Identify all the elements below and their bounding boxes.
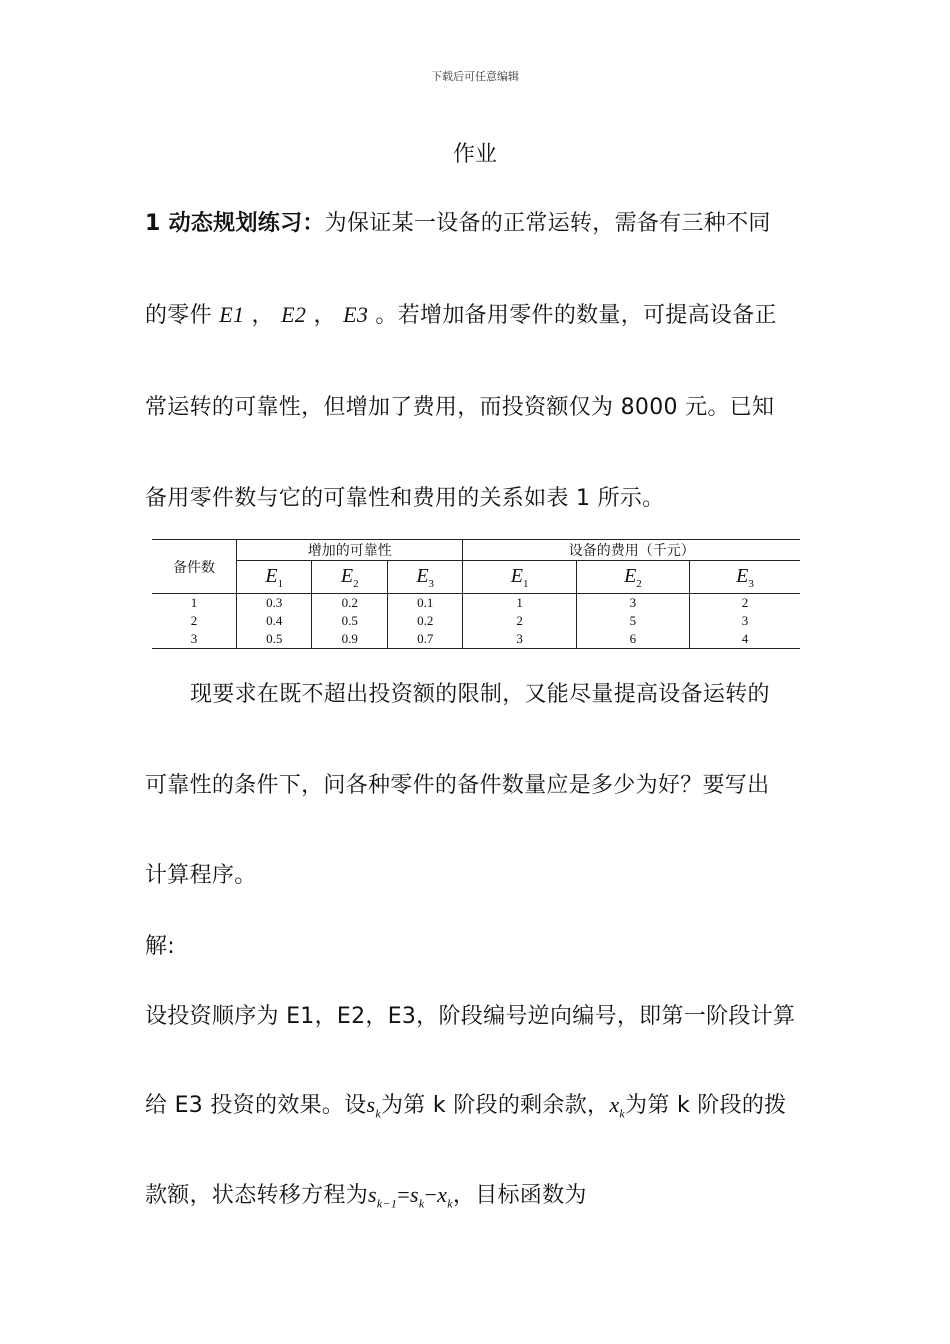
part-e2: E2 <box>281 302 307 327</box>
cell: 0.4 <box>237 612 312 630</box>
solution-line2 <box>145 1088 815 1121</box>
table-row <box>152 612 800 630</box>
part-e1: E1 <box>219 302 245 327</box>
cell: 2 <box>463 612 576 630</box>
cell: 6 <box>576 630 689 649</box>
para1-text2a: 的零件 <box>145 303 220 328</box>
page-header: 下载后可任意编辑 <box>431 70 519 83</box>
para2-line3: 计算程序。 <box>145 863 257 888</box>
header-reliability: 增加的可靠性 <box>237 540 463 561</box>
table-row <box>152 630 800 649</box>
solution-text3a: 款额，状态转移方程为 <box>145 1183 369 1208</box>
para1-text1: 为保证某一设备的正常运转，需备有三种不同 <box>324 211 771 236</box>
cell: 3 <box>690 612 800 630</box>
cell: 0.5 <box>237 630 312 649</box>
solution-line1: 设投资顺序为 E1，E2，E3，阶段编号逆向编号，即第一阶段计算 <box>145 1004 796 1029</box>
cell: 4 <box>690 630 800 649</box>
solution-text2a: 给 E3 投资的效果。设 <box>145 1093 367 1118</box>
solution-text2b: 为第 k 阶段的剩余款， <box>381 1093 610 1118</box>
cell: 0.2 <box>312 594 387 613</box>
cell: 1 <box>463 594 576 613</box>
part-e3: E3 <box>343 302 369 327</box>
cell: 0.7 <box>387 630 463 649</box>
para1-text2b: 。若增加备用零件的数量，可提高设备正 <box>368 303 777 328</box>
col-e2-cost: $E_2$ <box>576 561 689 594</box>
cell: 3 <box>463 630 576 649</box>
para2-line2: 可靠性的条件下，问各种零件的备件数量应是多少为好？要写出 <box>145 773 770 798</box>
solution-line3 <box>145 1178 815 1211</box>
para1-line1 <box>145 206 815 237</box>
header-spare-count: 备件数 <box>152 540 237 594</box>
cell: 1 <box>152 594 237 613</box>
para1-line3: 常运转的可靠性，但增加了费用，而投资额仅为 8000 元。已知 <box>145 395 775 420</box>
col-e1-reliability: $E_1$ <box>237 561 312 594</box>
symbol-s-k: $s_k$ <box>366 1092 381 1121</box>
state-transition-equation: $s_{k-1}=s_k-x_k$ <box>368 1182 453 1211</box>
col-e1-cost: $E_1$ <box>463 561 576 594</box>
para2-line1: 现要求在既不超出投资额的限制，又能尽量提高设备运转的 <box>190 682 770 707</box>
solution-text2c: 为第 k 阶段的拨 <box>625 1093 787 1118</box>
cell: 0.2 <box>387 612 463 630</box>
cell: 5 <box>576 612 689 630</box>
header-cost: 设备的费用（千元） <box>463 540 800 561</box>
exercise-heading: 1 动态规划练习： <box>145 211 325 236</box>
para1-line2: 的零件 E1 ， E2 ， E3 。若增加备用零件的数量，可提高设备正 <box>145 302 777 328</box>
cell: 0.1 <box>387 594 463 613</box>
solution-label: 解: <box>145 934 176 959</box>
col-e2-reliability: $E_2$ <box>312 561 387 594</box>
cell: 0.5 <box>312 612 387 630</box>
col-e3-reliability: $E_3$ <box>387 561 463 594</box>
cell: 2 <box>690 594 800 613</box>
solution-text3b: ，目标函数为 <box>452 1183 587 1208</box>
cell: 3 <box>152 630 237 649</box>
col-e3-cost: $E_3$ <box>690 561 800 594</box>
reliability-cost-table <box>152 539 800 649</box>
symbol-x-k: $x_k$ <box>609 1092 626 1121</box>
cell: 2 <box>190 613 198 628</box>
cell: 3 <box>576 594 689 613</box>
page-title: 作业 <box>452 142 497 167</box>
cell: 0.9 <box>312 630 387 649</box>
cell: 0.3 <box>237 594 312 613</box>
table-row <box>152 594 800 613</box>
para1-line4: 备用零件数与它的可靠性和费用的关系如表 1 所示。 <box>145 486 665 511</box>
